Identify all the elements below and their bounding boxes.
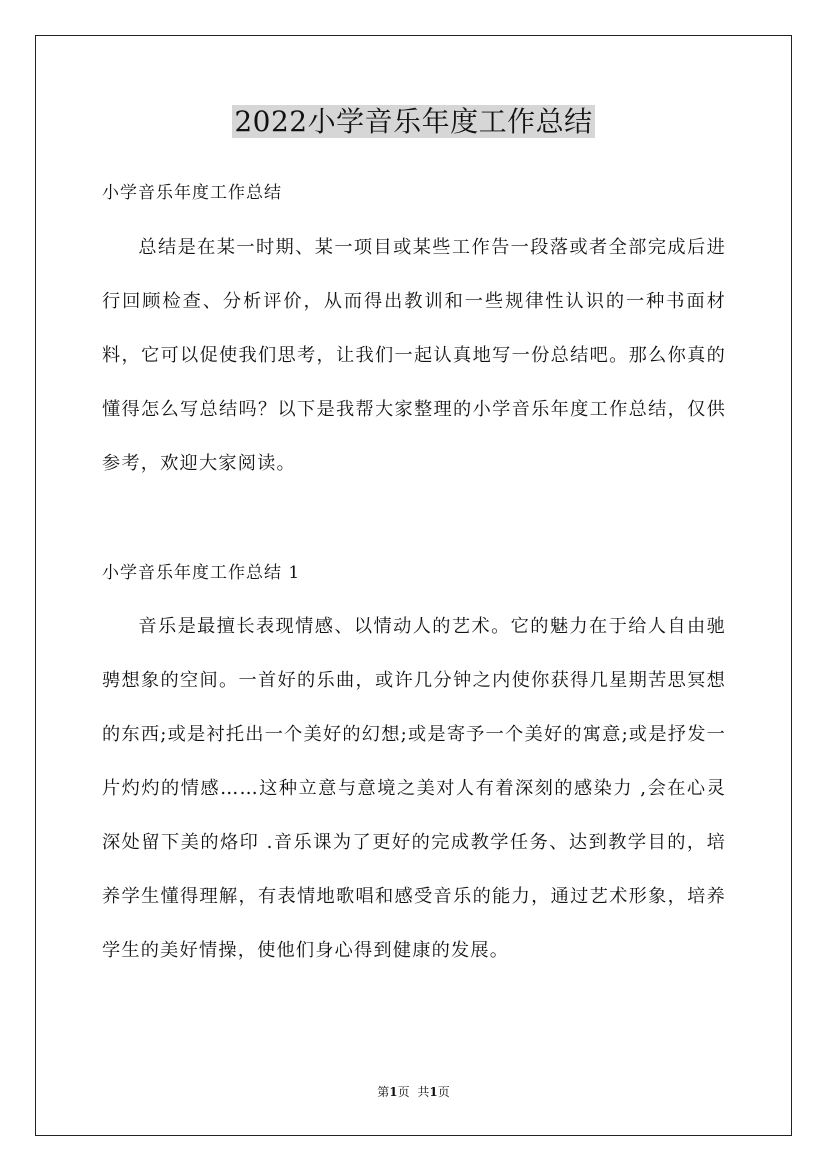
section-1-heading: 小学音乐年度工作总结 1 bbox=[102, 563, 301, 583]
document-title bbox=[0, 100, 827, 144]
intro-paragraph: 总结是在某一时期、某一项目或某些工作告一段落或者全部完成后进行回顾检查、分析评价，从而得出教训和一些规律性认识的一种书面材料，它可以促使我们思考，让我们一起认真地写一份总结吧。那么你真的懂得怎么写总结吗？以下是我帮大家整理的小学音乐年度工作总结，仅供参考，欢迎大家阅读。 bbox=[102, 237, 726, 474]
footer-page-number: 1 bbox=[389, 1085, 398, 1099]
section-1-paragraph: 音乐是最擅长表现情感、以情动人的艺术。它的魅力在于给人自由驰骋想象的空间。一首好的乐曲，或许几分钟之内使你获得几星期苦思冥想的东西;或是衬托出一个美好的幻想;或是寄予一个美好的寓意;或是抒发一片灼灼的情感……这种立意与意境之美对人有着深刻的感染力 ,会在心灵深处留下美的烙印 .音乐课为了更好的完成教学任务、达到教学目的，培养学生懂得理解，有表情地歌唱和感受音乐的能力，通过艺术形象，培养学生的美好情操，使他们身心得到健康的发展。 bbox=[102, 616, 726, 961]
footer-total-prefix: 共 bbox=[417, 1085, 430, 1099]
footer-total-suffix: 页 bbox=[437, 1085, 450, 1099]
footer-page-suffix: 页 bbox=[397, 1085, 410, 1099]
document-title-text: 2022小学音乐年度工作总结 bbox=[234, 105, 593, 138]
footer-total-number: 1 bbox=[429, 1085, 438, 1099]
page-footer bbox=[0, 1084, 827, 1100]
document-subtitle: 小学音乐年度工作总结 bbox=[102, 183, 282, 203]
footer-page-prefix: 第 bbox=[377, 1085, 390, 1099]
